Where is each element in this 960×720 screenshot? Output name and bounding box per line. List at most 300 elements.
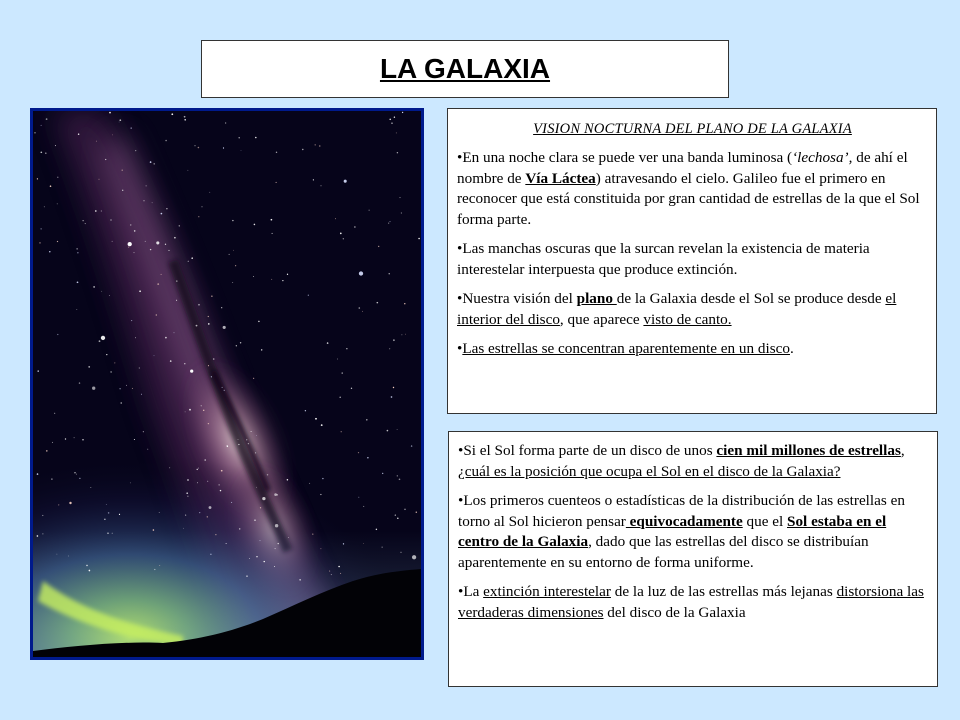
star <box>363 506 364 507</box>
star <box>37 473 39 475</box>
star <box>130 127 131 128</box>
star <box>171 113 173 115</box>
text-span: La <box>463 583 484 600</box>
star <box>54 413 55 414</box>
text-span: ) atravesando el cielo. Galileo fue el primero en reconocer que está constituida por gran cantidad de estrellas de la que el Sol forma parte. <box>457 169 920 228</box>
star <box>189 409 191 411</box>
star <box>191 257 193 259</box>
milky-way-image <box>33 111 421 657</box>
star <box>42 533 43 534</box>
star <box>227 446 228 447</box>
star <box>226 543 227 544</box>
star <box>362 311 363 312</box>
star <box>211 296 212 297</box>
star <box>134 230 136 232</box>
star <box>110 219 111 220</box>
star <box>57 204 58 205</box>
star <box>109 112 111 114</box>
star <box>139 290 141 292</box>
star <box>288 537 289 538</box>
star <box>351 388 352 389</box>
star <box>130 224 131 225</box>
star <box>261 349 262 350</box>
star <box>119 388 120 389</box>
star <box>74 472 75 473</box>
star <box>186 492 188 494</box>
star <box>107 532 108 533</box>
star <box>221 307 222 308</box>
star <box>319 145 320 146</box>
star <box>321 185 322 186</box>
star <box>274 493 277 496</box>
star <box>315 418 317 420</box>
star <box>331 574 332 575</box>
star <box>315 144 316 145</box>
star <box>233 250 234 251</box>
star <box>337 359 338 360</box>
star <box>248 443 249 444</box>
star <box>69 502 71 504</box>
star <box>57 177 58 178</box>
star <box>143 431 144 432</box>
star <box>312 533 313 534</box>
text-span: . <box>789 340 794 357</box>
star <box>39 242 40 243</box>
text-span-emphasis: Vía Láctea <box>525 169 596 187</box>
star <box>197 469 198 470</box>
paragraph-extinction: •La extinción interestelar de la luz de las estrellas más lejanas distorsiona las verdaderas dimensiones del disco de la Galaxia <box>458 583 924 621</box>
star <box>338 566 340 568</box>
star <box>213 358 215 360</box>
star <box>145 241 146 242</box>
star <box>299 579 300 580</box>
star <box>222 387 223 388</box>
star <box>150 249 151 250</box>
star <box>104 519 105 520</box>
text-span-underlined: distorsiona las verdaderas dimensiones <box>458 583 924 621</box>
star <box>313 179 314 180</box>
star <box>76 309 77 310</box>
star <box>161 274 162 275</box>
star <box>50 185 52 187</box>
star <box>393 339 395 341</box>
star <box>275 548 276 549</box>
star <box>224 390 225 391</box>
star <box>404 303 405 304</box>
star <box>235 265 236 266</box>
star <box>322 478 323 479</box>
star <box>45 152 47 154</box>
star <box>262 497 265 500</box>
star <box>146 185 147 186</box>
star <box>77 281 79 283</box>
star <box>343 238 344 239</box>
star <box>395 515 396 516</box>
star <box>122 190 123 191</box>
star <box>76 248 77 249</box>
star <box>246 575 247 576</box>
star <box>394 117 395 118</box>
star <box>57 241 58 242</box>
star <box>208 423 209 424</box>
star <box>86 565 87 566</box>
star <box>256 435 257 436</box>
star <box>343 543 344 544</box>
star <box>166 208 167 209</box>
star <box>411 445 412 446</box>
star <box>141 394 142 395</box>
star <box>197 482 198 483</box>
star <box>185 515 186 516</box>
star <box>176 280 177 281</box>
star <box>106 354 107 355</box>
star <box>275 524 278 527</box>
star <box>382 473 383 474</box>
star <box>49 251 50 252</box>
star <box>154 355 155 356</box>
star <box>391 122 392 123</box>
star <box>154 163 155 164</box>
star <box>335 218 336 219</box>
star <box>52 442 53 443</box>
star <box>378 246 379 247</box>
star <box>135 150 136 151</box>
star <box>159 512 160 513</box>
paragraph-sun-question: •Si el Sol forma parte de un disco de unos cien mil millones de estrellas, ¿cuál es la posición que ocupa el Sol en el disco de la Galaxia? <box>458 442 905 480</box>
text-span: Nuestra visión del <box>462 290 577 307</box>
star <box>58 504 59 505</box>
star <box>184 119 186 121</box>
star <box>232 220 233 221</box>
star <box>198 468 199 469</box>
star <box>329 571 330 572</box>
text-span-emphasis: cien mil millones de estrellas <box>716 442 901 459</box>
text-span: Los primeros cuenteos o estadísticas de la distribución de las estrellas en torno al Sol hicieron pensar <box>458 492 905 530</box>
star <box>341 431 342 432</box>
star <box>195 145 196 146</box>
star <box>271 279 272 280</box>
star <box>274 566 275 567</box>
star <box>238 444 239 445</box>
star <box>198 147 200 149</box>
star <box>208 365 209 366</box>
star <box>210 554 211 555</box>
star <box>147 449 148 450</box>
star <box>377 302 379 304</box>
star <box>203 410 204 411</box>
text-span: , dado que las estrellas del disco se distribuían aparentemente en su entorno de forma uniforme. <box>458 533 869 571</box>
star <box>106 504 107 505</box>
star <box>215 534 216 535</box>
star <box>208 323 210 325</box>
star <box>389 348 390 349</box>
star <box>112 241 113 242</box>
star <box>209 506 212 509</box>
star <box>232 282 233 283</box>
star <box>168 250 169 251</box>
star <box>267 474 268 475</box>
star <box>157 283 159 285</box>
paragraph-early-counts: •Los primeros cuenteos o estadísticas de la distribución de las estrellas en torno al Sol hicieron pensar equivocadamente que el Sol estaba en el centro de la Galaxia, dado que las estrellas del disco se distribuían aparentemente en su entorno de forma uniforme. <box>458 492 905 571</box>
star <box>340 233 342 235</box>
star <box>320 494 321 495</box>
star <box>255 452 256 453</box>
star <box>150 161 152 163</box>
star <box>231 502 232 503</box>
star <box>219 484 220 485</box>
star <box>65 438 66 439</box>
star <box>241 150 242 151</box>
star <box>83 220 84 221</box>
paragraph-milky-way: •En una noche clara se puede ver una banda luminosa (‘lechosa’, de ahí el nombre de Vía Láctea) atravesando el cielo. Galileo fue el primero en reconocer que está constituida por gran cantidad de estrellas de la que el Sol forma parte. <box>457 149 920 228</box>
text-span-underlined: extinción interestelar <box>483 583 611 600</box>
star <box>271 219 273 221</box>
star <box>246 439 247 440</box>
star <box>55 145 56 146</box>
star <box>156 314 157 315</box>
star <box>174 237 176 239</box>
star <box>57 554 58 555</box>
star <box>278 543 279 544</box>
paragraph-dark-patches: •Las manchas oscuras que la surcan revelan la existencia de materia interestelar interpuesta que produce extinción. <box>457 240 870 278</box>
star <box>143 200 144 201</box>
star <box>397 517 399 519</box>
star <box>92 387 95 390</box>
star <box>321 424 323 426</box>
star <box>139 367 140 368</box>
star <box>223 326 226 329</box>
star <box>240 342 241 343</box>
star <box>418 238 420 240</box>
star <box>198 216 199 217</box>
star <box>401 334 402 335</box>
star <box>40 151 42 153</box>
star <box>264 561 265 562</box>
star <box>187 479 189 481</box>
star <box>256 556 257 557</box>
star <box>198 304 200 306</box>
star <box>412 555 416 559</box>
star <box>76 474 77 475</box>
text-span-underlined: el interior del disco <box>457 290 897 328</box>
star <box>101 210 102 211</box>
star <box>128 242 132 246</box>
star <box>238 137 239 138</box>
star <box>272 233 273 234</box>
star <box>95 210 97 212</box>
star <box>208 316 209 317</box>
star <box>78 133 79 134</box>
star <box>126 385 127 386</box>
star <box>165 140 167 142</box>
star <box>253 378 254 379</box>
star <box>135 337 136 338</box>
star <box>132 388 133 389</box>
star <box>287 479 289 481</box>
star <box>184 116 186 118</box>
star <box>376 529 377 530</box>
star <box>128 247 129 248</box>
star <box>184 363 185 364</box>
star <box>255 137 256 139</box>
star <box>308 295 309 296</box>
star <box>309 483 310 484</box>
text-span: del disco de la Galaxia <box>603 603 746 621</box>
page-title: LA GALAXIA <box>379 53 551 84</box>
star <box>174 332 175 333</box>
star <box>196 325 198 327</box>
star <box>82 439 83 440</box>
star <box>161 213 163 215</box>
star <box>101 291 102 292</box>
star <box>367 457 368 458</box>
star <box>358 452 359 453</box>
star <box>204 459 206 461</box>
star <box>199 512 200 513</box>
star <box>358 307 360 309</box>
star <box>207 516 208 517</box>
star <box>90 487 91 488</box>
star <box>346 348 347 349</box>
star <box>77 252 78 253</box>
star <box>42 515 43 516</box>
star <box>276 182 277 183</box>
star <box>387 430 389 432</box>
star <box>302 149 303 150</box>
star <box>105 159 106 160</box>
star <box>44 206 45 207</box>
star <box>114 362 115 363</box>
star <box>404 509 405 510</box>
star <box>176 300 177 301</box>
star <box>254 224 256 226</box>
milky-way-photo <box>30 108 424 660</box>
text-span: Las manchas oscuras que la surcan revelan la existencia de materia interestelar interpuesta que produce extinción. <box>457 240 870 278</box>
text-span: de la luz de las estrellas más lejanas <box>610 583 837 600</box>
star <box>134 439 135 440</box>
text-span-italic: ‘lechosa’, <box>792 149 853 166</box>
star <box>405 334 406 335</box>
star <box>201 206 202 207</box>
star <box>397 429 398 430</box>
star <box>366 419 368 421</box>
star <box>249 558 250 559</box>
star <box>211 376 212 377</box>
star <box>46 450 48 452</box>
star <box>121 402 122 403</box>
star <box>185 412 186 413</box>
star <box>276 152 277 153</box>
star <box>46 118 48 120</box>
star <box>416 512 417 513</box>
star <box>236 345 237 346</box>
star <box>223 147 224 148</box>
star <box>388 223 389 224</box>
text-span-underlined: ¿cuál es la posición que ocupa el Sol en el disco de la Galaxia? <box>458 462 841 480</box>
star <box>112 135 113 136</box>
star <box>305 410 306 411</box>
star <box>399 197 400 198</box>
star <box>79 382 80 383</box>
text-span-emphasis: Sol estaba en el centro de la Galaxia <box>458 512 887 550</box>
star <box>188 170 189 171</box>
star <box>344 180 347 183</box>
star <box>390 221 391 222</box>
star <box>110 371 111 372</box>
night-vision-panel <box>447 108 937 414</box>
star <box>397 475 398 476</box>
star <box>165 244 166 245</box>
star <box>221 470 223 472</box>
star <box>253 276 254 277</box>
star <box>207 481 208 482</box>
star <box>165 337 167 339</box>
star <box>391 396 393 398</box>
panel-heading: VISION NOCTURNA DEL PLANO DE LA GALAXIA <box>533 121 852 137</box>
star <box>259 540 260 541</box>
star <box>363 543 364 544</box>
text-span: En una noche clara se puede ver una banda luminosa ( <box>462 149 793 166</box>
star <box>37 178 38 179</box>
star <box>101 336 105 340</box>
star <box>68 556 69 557</box>
star <box>169 467 170 468</box>
text-span-emphasis: plano <box>576 290 617 307</box>
text-span: , <box>900 442 905 459</box>
star <box>88 366 90 368</box>
star <box>79 478 80 479</box>
star <box>369 210 370 211</box>
star <box>89 570 91 572</box>
star <box>287 274 288 275</box>
star <box>119 122 120 123</box>
star <box>119 514 120 515</box>
star <box>251 431 252 432</box>
star <box>397 152 398 153</box>
star <box>256 487 257 488</box>
star <box>190 369 193 372</box>
star <box>99 340 101 342</box>
star <box>260 507 261 508</box>
star <box>396 132 397 133</box>
text-span: , que aparece <box>559 310 644 328</box>
star <box>188 261 189 262</box>
text-span: de la Galaxia desde el Sol se produce desde <box>616 290 886 307</box>
star <box>156 241 159 244</box>
star <box>340 573 341 574</box>
star <box>401 213 402 214</box>
star <box>57 334 58 335</box>
star <box>339 396 341 398</box>
star <box>74 437 75 438</box>
star <box>170 360 172 362</box>
text-span-underlined: Las estrellas se concentran aparentemente en un disco <box>462 340 790 357</box>
star <box>179 225 180 226</box>
star <box>209 192 210 193</box>
star <box>258 321 260 323</box>
star <box>320 548 321 549</box>
star <box>342 372 343 373</box>
star <box>389 273 390 274</box>
star <box>382 547 383 548</box>
star <box>187 496 188 497</box>
text-span: de ahí el nombre de <box>457 149 908 187</box>
star <box>183 528 184 529</box>
text-span-underlined: visto de canto. <box>643 310 732 328</box>
star <box>354 226 355 227</box>
star <box>34 132 36 134</box>
star <box>358 497 359 498</box>
